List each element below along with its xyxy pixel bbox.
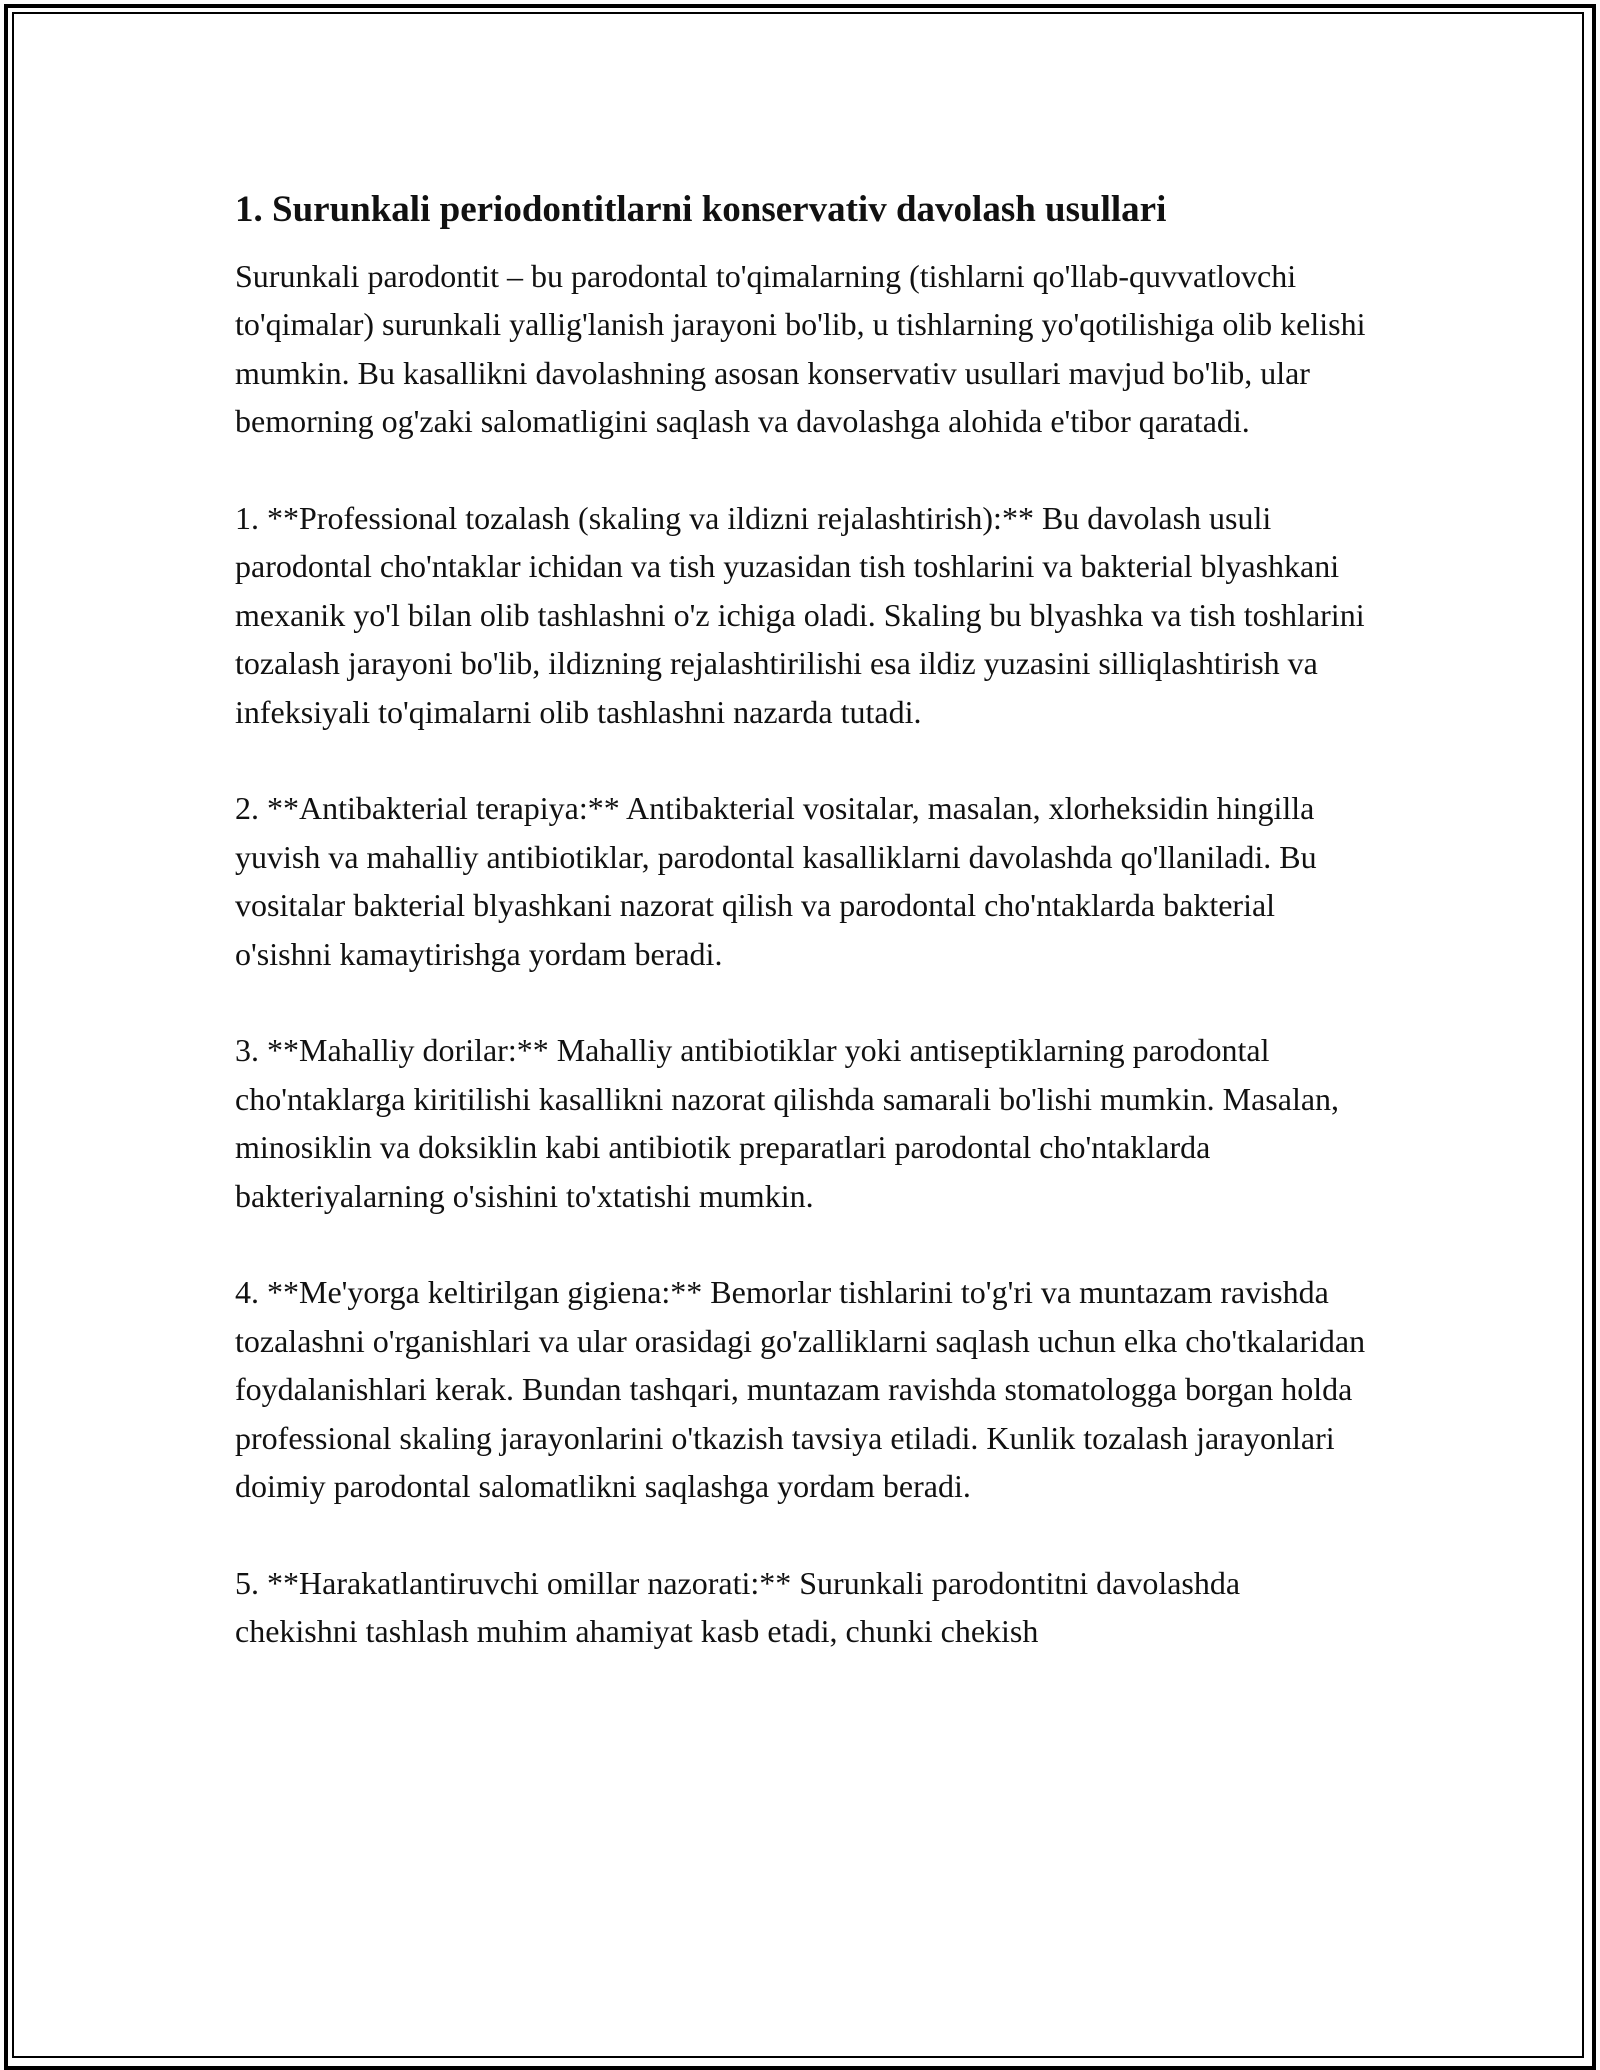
list-item-local-medications: 3. **Mahalliy dorilar:** Mahalliy antibiotiklar yoki antiseptiklarning parodontal cho'ntaklarga kiritilishi kasallikni nazorat qilishda samarali bo'lishi mumkin. Masalan, minosiklin va doksiklin kabi antibiotik preparatlari parodontal cho'ntaklarda bakteriyalarning o'sishini to'xtatishi mumkin.	[235, 1032, 1340, 1214]
document-body	[235, 186, 1370, 1704]
list-item-antibacterial-therapy: 2. **Antibakterial terapiya:** Antibakterial vositalar, masalan, xlorheksidin hingilla yuvish va mahalliy antibiotiklar, parodontal kasalliklarni davolashda qo'llaniladi. Bu vositalar bakterial blyashkani nazorat qilish va parodontal cho'ntaklarda bakterial o'sishni kamaytirishga yordam beradi.	[235, 790, 1317, 972]
list-item-hygiene: 4. **Me'yorga keltirilgan gigiena:** Bemorlar tishlarini to'g'ri va muntazam ravishda tozalashni o'rganishlari va ular orasidagi go'zalliklarni saqlash uchun elka cho'tkalaridan foydalanishlari kerak. Bundan tashqari, muntazam ravishda stomatologga borgan holda professional skaling jarayonlarini o'tkazish tavsiya etiladi. Kunlik tozalash jarayonlari doimiy parodontal salomatlikni saqlashga yordam beradi.	[235, 1274, 1366, 1505]
list-item-risk-factor-control: 5. **Harakatlantiruvchi omillar nazorati:** Surunkali parodontitni davolashda chekishni tashlash muhim ahamiyat kasb etadi, chunki chekish	[235, 1564, 1241, 1650]
document-title: 1. Surunkali periodontitlarni konservativ davolash usullari	[235, 189, 1167, 230]
intro-paragraph: Surunkali parodontit – bu parodontal to'qimalarning (tishlarni qo'llab-quvvatlovchi to'qimalar) surunkali yallig'lanish jarayoni bo'lib, u tishlarning yo'qotilishiga olib kelishi mumkin. Bu kasallikni davolashning asosan konservativ usullari mavjud bo'lib, ular bemorning og'zaki salomatligini saqlash va davolashga alohida e'tibor qaratadi.	[235, 258, 1366, 440]
list-item-professional-cleaning: 1. **Professional tozalash (skaling va ildizni rejalashtirish):** Bu davolash usuli parodontal cho'ntaklar ichidan va tish yuzasidan tish toshlarini va bakterial blyashkani mexanik yo'l bilan olib tashlashni o'z ichiga oladi. Skaling bu blyashka va tish toshlarini tozalash jarayoni bo'lib, ildizning rejalashtirilishi esa ildiz yuzasini silliqlashtirish va infeksiyali to'qimalarni olib tashlashni nazarda tutadi.	[235, 500, 1365, 730]
